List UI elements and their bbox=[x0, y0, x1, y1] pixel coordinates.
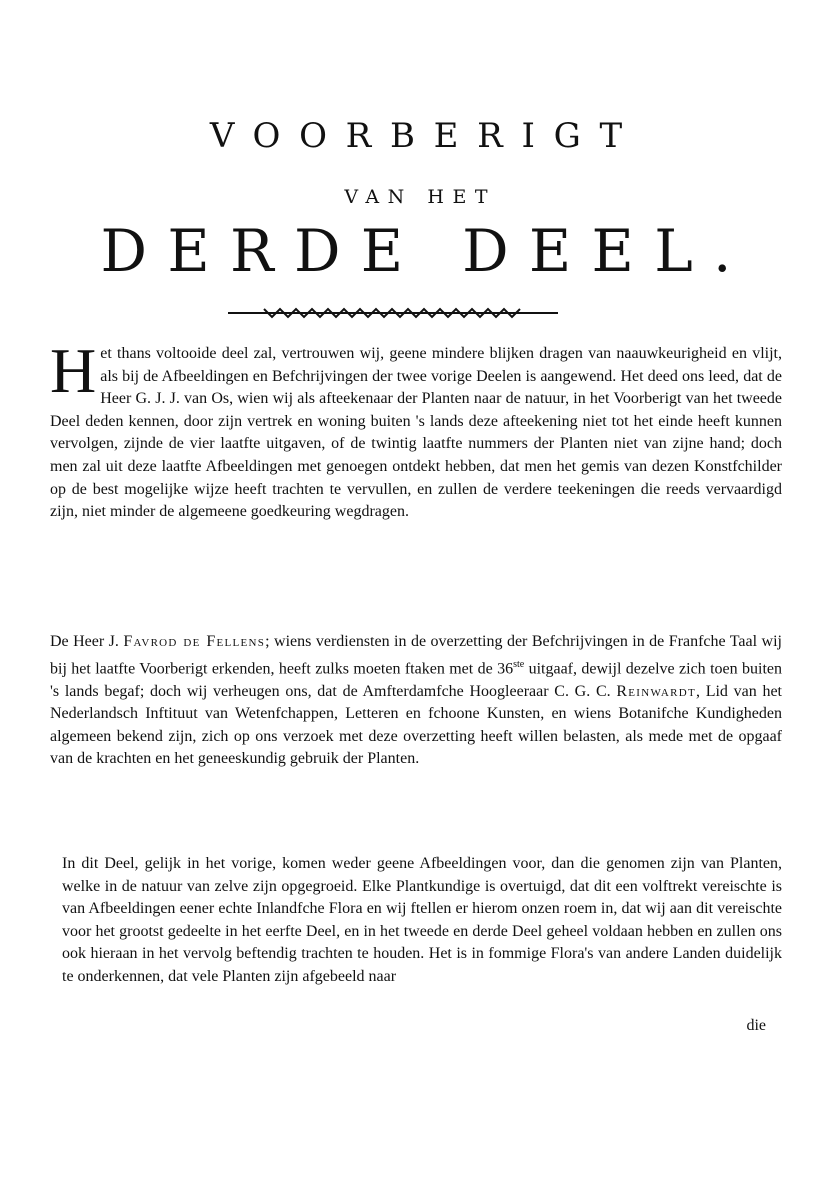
catchword: die bbox=[746, 1017, 766, 1034]
name-reinwardt: Reinwardt bbox=[616, 682, 696, 700]
ornament-divider bbox=[228, 303, 558, 323]
heading-line-3: DERDE DEEL. bbox=[100, 217, 752, 285]
paragraph-2-lead: De Heer J. bbox=[50, 633, 124, 650]
paragraph-1-text: et thans voltooide deel zal, vertrouwen wij, geene mindere blijken dragen van naauwkeurigheid en vlijt, als bij de Afbeeldingen en Befchrijvingen der twee vorige Deelen is aangewend. Het deed ons leed, dat de Heer G. J. J. van Os, wien wij als afteekenaar der Planten naar de natuur, in het Voorberigt van het tweede Deel deden kennen, door zijn vertrek en woning buiten 's lands deze afteekening niet tot het einde heeft kunnen vervolgen, zijnde de vier laatfte uitgaven, of de twintig laatfte nummers der Planten niet van zijne hand; doch men zal uit deze laatfte Afbeeldingen met genoegen ontdekt hebben, dat men het gemis van dezen Konstfchilder op de best mogelijke wijze heeft trachten te vervullen, en zullen de verdere teekeningen die reeds vervaardigd zijn, niet minder de algemeene goedkeuring wegdragen. bbox=[50, 345, 782, 521]
paragraph-3-text: In dit Deel, gelijk in het vorige, komen weder geene Afbeeldingen voor, dan die genomen zijn van Planten, welke in de natuur van zelve zijn opgegroeid. Elke Plantkundige is overtuigd, dat dit een volftrekt vereischte is van Afbeeldingen eener echte Inlandfche Flora en wij ftellen er hierom onzen roem in, dat wij aan dit vereischte voor het grootst gedeelte in het eerfte Deel, en in het tweede en derde Deel geheel voldaan hebben en zullen ons ook hieraan in het vervolg beftendig trachten te houden. Het is in fommige Flora's van andere Landen duidelijk te onderkennen, dat vele Planten zijn afgebeeld naar bbox=[62, 855, 782, 985]
heading-line-1: VOORBERIGT bbox=[209, 116, 641, 156]
superscript-ste: ste bbox=[513, 658, 525, 670]
paragraph-2 bbox=[50, 631, 782, 771]
paragraph-2-text-a: ; wiens verdiensten in de overzetting der Befchrijvingen in de Franfche Taal wij bij het laatfte Voorberigt erkenden, heeft zulks moeten ftaken met de 36 bbox=[50, 633, 782, 677]
paragraph-2-text-c: , Lid van het Nederlandsch Inftituut van Wetenfchappen, Letteren en fchoone Kunsten, en wiens Botanifche Kundigheden algemeen bekend zijn, zich op ons verzoek met deze overzetting heeft willen belasten, als mede met de opgaaf van de krachten en het geneeskundig gebruik der Planten. bbox=[50, 682, 782, 768]
paragraph-1 bbox=[50, 335, 782, 524]
heading-line-2: VAN HET bbox=[344, 186, 497, 208]
drop-cap: H bbox=[50, 335, 97, 406]
paragraph-2-text-b: uitgaaf, dewijl dezelve zich toen buiten 's lands begaf; doch wij verheugen ons, dat de Amfterdamfche Hoogleeraar C. G. C. bbox=[50, 659, 782, 700]
name-favrod: Favrod de Fellens bbox=[123, 633, 266, 650]
paragraph-3 bbox=[62, 853, 782, 989]
